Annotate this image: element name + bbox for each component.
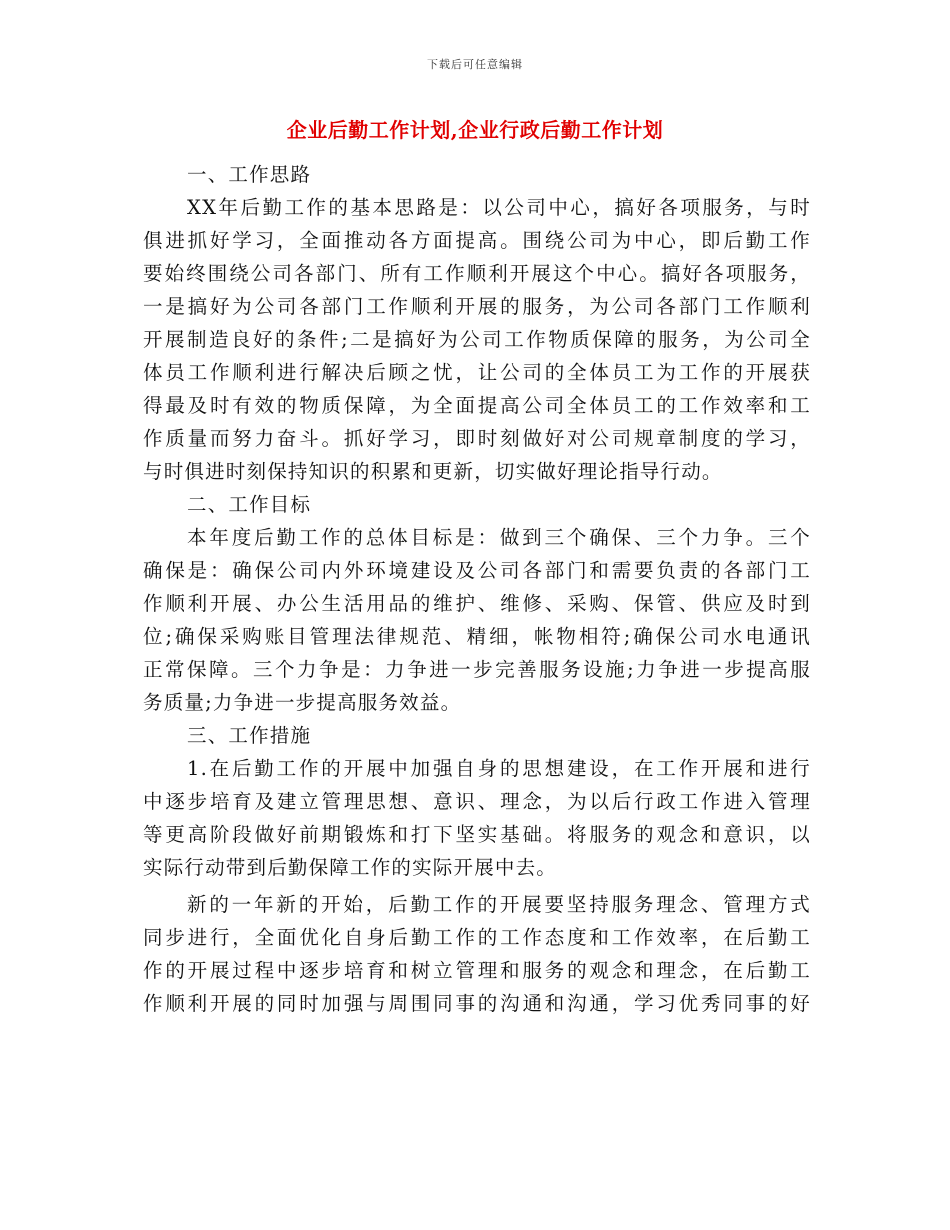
text-line: 与时俱进时刻保持知识的积累和更新，切实做好理论指导行动。 bbox=[143, 460, 723, 483]
text-line: 等更高阶段做好前期锻炼和打下坚实基础。将服务的观念和意识，以 bbox=[143, 823, 811, 846]
text-line: 三、工作措施 bbox=[187, 724, 312, 747]
text-line: 正常保障。三个力争是：力争进一步完善服务设施;力争进一步提高服 bbox=[143, 658, 811, 681]
text-line: 实际行动带到后勤保障工作的实际开展中去。 bbox=[143, 856, 558, 879]
text-line: 确保是：确保公司内外环境建设及公司各部门和需要负责的各部门工 bbox=[143, 559, 811, 582]
page-title: 企业后勤工作计划,企业行政后勤工作计划 bbox=[286, 118, 664, 142]
text-line: 新的一年新的开始，后勤工作的开展要坚持服务理念、管理方式 bbox=[187, 893, 811, 916]
text-line: 作顺利开展的同时加强与周围同事的沟通和沟通，学习优秀同事的好 bbox=[143, 992, 811, 1015]
text-line: XX年后勤工作的基本思路是：以公司中心，搞好各项服务，与时 bbox=[187, 196, 811, 219]
text-line: 作的开展过程中逐步培育和树立管理和服务的观念和理念，在后勤工 bbox=[143, 959, 811, 982]
text-line: 要始终围绕公司各部门、所有工作顺利开展这个中心。搞好各项服务， bbox=[143, 262, 811, 285]
text-line: 二、工作目标 bbox=[187, 493, 312, 516]
text-line: 1.在后勤工作的开展中加强自身的思想建设，在工作开展和进行 bbox=[187, 757, 811, 780]
header-note: 下载后可任意编辑 bbox=[427, 58, 523, 71]
text-line: 一是搞好为公司各部门工作顺利开展的服务，为公司各部门工作顺利 bbox=[143, 295, 811, 318]
text-line: 作质量而努力奋斗。抓好学习，即时刻做好对公司规章制度的学习， bbox=[143, 427, 811, 450]
text-line: 位;确保采购账目管理法律规范、精细，帐物相符;确保公司水电通讯 bbox=[143, 625, 811, 648]
text-line: 本年度后勤工作的总体目标是：做到三个确保、三个力争。三个 bbox=[187, 526, 811, 549]
text-line: 作顺利开展、办公生活用品的维护、维修、采购、保管、供应及时到 bbox=[143, 592, 811, 615]
text-line: 中逐步培育及建立管理思想、意识、理念，为以后行政工作进入管理 bbox=[143, 790, 811, 813]
text-line: 同步进行，全面优化自身后勤工作的工作态度和工作效率，在后勤工 bbox=[143, 926, 811, 949]
text-line: 得最及时有效的物质保障，为全面提高公司全体员工的工作效率和工 bbox=[143, 394, 811, 417]
text-line: 一、工作思路 bbox=[187, 163, 312, 186]
text-line: 俱进抓好学习，全面推动各方面提高。围绕公司为中心，即后勤工作 bbox=[143, 229, 811, 252]
document-body bbox=[143, 158, 811, 1020]
text-line: 体员工作顺利进行解决后顾之忧，让公司的全体员工为工作的开展获 bbox=[143, 361, 811, 384]
text-line: 务质量;力争进一步提高服务效益。 bbox=[143, 691, 462, 714]
text-line: 开展制造良好的条件;二是搞好为公司工作物质保障的服务，为公司全 bbox=[143, 328, 811, 351]
